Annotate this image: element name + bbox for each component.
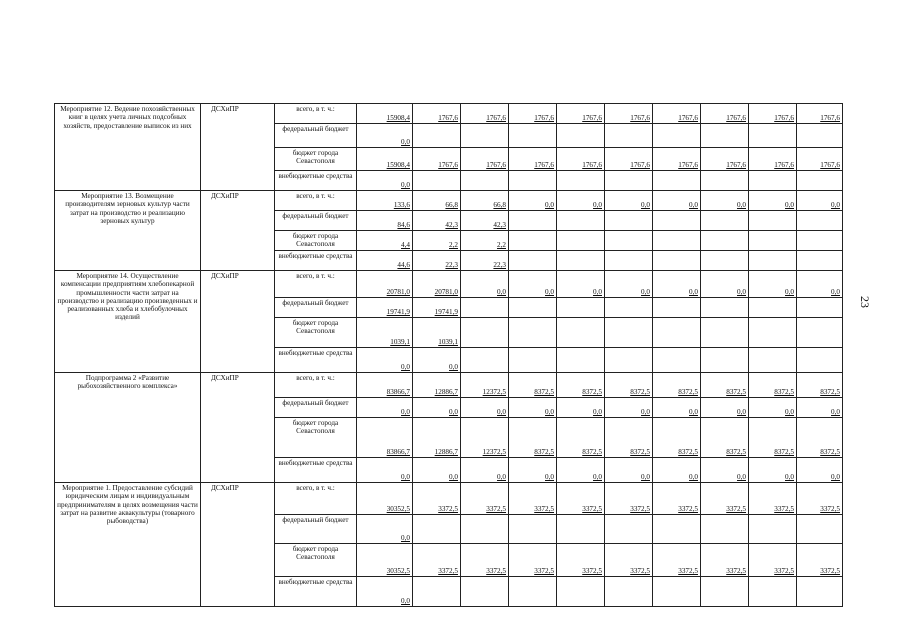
amount-cell [413, 577, 461, 607]
amount-cell: 0,0 [653, 191, 701, 211]
amount-cell: 0,0 [357, 124, 413, 148]
amount-cell: 8372,5 [653, 418, 701, 458]
amount-cell: 0,0 [413, 458, 461, 483]
amount-cell [749, 251, 797, 271]
amount-cell: 30352,5 [357, 483, 413, 515]
amount-cell [653, 577, 701, 607]
amount-cell: 22,3 [413, 251, 461, 271]
amount-cell [797, 298, 843, 318]
funding-source: бюджет города Севастополя [275, 231, 357, 251]
amount-cell: 3372,5 [557, 544, 605, 577]
amount-cell: 133,6 [357, 191, 413, 211]
amount-cell: 3372,5 [413, 483, 461, 515]
funding-source: всего, в т. ч.: [275, 191, 357, 211]
amount-cell [749, 577, 797, 607]
funding-source: федеральный бюджет [275, 398, 357, 418]
amount-cell: 42,3 [413, 211, 461, 231]
amount-cell: 1767,6 [461, 148, 509, 171]
amount-cell: 0,0 [605, 398, 653, 418]
amount-cell [701, 211, 749, 231]
amount-cell: 0,0 [749, 191, 797, 211]
amount-cell: 3372,5 [605, 544, 653, 577]
amount-cell: 0,0 [357, 398, 413, 418]
funding-source: внебюджетные средства [275, 458, 357, 483]
amount-cell: 12886,7 [413, 373, 461, 398]
funding-source: внебюджетные средства [275, 577, 357, 607]
amount-cell [557, 171, 605, 191]
funding-source: федеральный бюджет [275, 124, 357, 148]
amount-cell: 44,6 [357, 251, 413, 271]
amount-cell: 3372,5 [557, 483, 605, 515]
amount-cell [605, 251, 653, 271]
amount-cell [509, 251, 557, 271]
amount-cell: 4,4 [357, 231, 413, 251]
amount-cell [509, 298, 557, 318]
amount-cell: 19741,9 [413, 298, 461, 318]
amount-cell: 0,0 [653, 271, 701, 298]
amount-cell: 1767,6 [701, 104, 749, 124]
amount-cell: 1767,6 [653, 148, 701, 171]
amount-cell: 1767,6 [605, 148, 653, 171]
amount-cell: 12886,7 [413, 418, 461, 458]
amount-cell [557, 211, 605, 231]
amount-cell: 1767,6 [701, 148, 749, 171]
amount-cell [509, 211, 557, 231]
funding-source: всего, в т. ч.: [275, 104, 357, 124]
amount-cell: 8372,5 [701, 373, 749, 398]
amount-cell [749, 348, 797, 373]
amount-cell [605, 318, 653, 348]
amount-cell [653, 211, 701, 231]
amount-cell: 0,0 [797, 398, 843, 418]
amount-cell [509, 231, 557, 251]
amount-cell: 0,0 [605, 191, 653, 211]
amount-cell [797, 515, 843, 544]
amount-cell: 15908,4 [357, 148, 413, 171]
amount-cell: 0,0 [605, 271, 653, 298]
amount-cell: 1767,6 [797, 104, 843, 124]
amount-cell [797, 318, 843, 348]
amount-cell: 1767,6 [557, 148, 605, 171]
amount-cell: 83866,7 [357, 373, 413, 398]
amount-cell: 8372,5 [605, 418, 653, 458]
amount-cell [749, 171, 797, 191]
amount-cell: 0,0 [605, 458, 653, 483]
amount-cell: 84,6 [357, 211, 413, 231]
amount-cell: 0,0 [357, 515, 413, 544]
amount-cell [749, 231, 797, 251]
funding-source: федеральный бюджет [275, 515, 357, 544]
amount-cell [509, 171, 557, 191]
amount-cell [509, 348, 557, 373]
funding-source: внебюджетные средства [275, 348, 357, 373]
amount-cell [797, 348, 843, 373]
amount-cell: 8372,5 [653, 373, 701, 398]
amount-cell [701, 251, 749, 271]
amount-cell: 0,0 [653, 458, 701, 483]
amount-cell: 8372,5 [557, 373, 605, 398]
amount-cell: 8372,5 [797, 373, 843, 398]
amount-cell [605, 211, 653, 231]
budget-table [54, 103, 843, 607]
table-row [55, 483, 843, 515]
amount-cell: 83866,7 [357, 418, 413, 458]
amount-cell [413, 171, 461, 191]
amount-cell: 3372,5 [509, 544, 557, 577]
amount-cell: 0,0 [749, 458, 797, 483]
amount-cell: 1767,6 [413, 104, 461, 124]
amount-cell [749, 298, 797, 318]
amount-cell [413, 515, 461, 544]
amount-cell [461, 298, 509, 318]
amount-cell: 1767,6 [557, 104, 605, 124]
amount-cell [749, 124, 797, 148]
activity-name: Мероприятие 1. Предоставление субсидий юридическим лицам и индивидуальным предпринимателям в целях возмещения части затрат на развитие аквакультуры (товарного рыбоводства) [55, 483, 201, 607]
amount-cell: 2,2 [461, 231, 509, 251]
executor: ДСХиПР [201, 104, 275, 191]
amount-cell [557, 318, 605, 348]
amount-cell: 0,0 [357, 348, 413, 373]
activity-name: Мероприятие 13. Возмещение производителям зерновых культур части затрат на производство и реализацию зерновых культур [55, 191, 201, 271]
amount-cell: 0,0 [461, 271, 509, 298]
amount-cell: 1767,6 [653, 104, 701, 124]
amount-cell: 0,0 [509, 398, 557, 418]
amount-cell: 0,0 [357, 577, 413, 607]
amount-cell: 0,0 [797, 271, 843, 298]
amount-cell [605, 124, 653, 148]
amount-cell [701, 171, 749, 191]
amount-cell: 1767,6 [605, 104, 653, 124]
activity-name: Подпрограмма 2 «Развитие рыбохозяйственного комплекса» [55, 373, 201, 483]
amount-cell: 0,0 [413, 398, 461, 418]
amount-cell [605, 298, 653, 318]
table-row [55, 191, 843, 211]
amount-cell: 0,0 [557, 271, 605, 298]
amount-cell [557, 348, 605, 373]
amount-cell [557, 577, 605, 607]
amount-cell [557, 124, 605, 148]
activity-name: Мероприятие 14. Осуществление компенсации предприятиям хлебопекарной промышленности части затрат на производство и реализацию произведенных и реализованных хлеба и хлебобулочных изделий [55, 271, 201, 373]
amount-cell: 8372,5 [701, 418, 749, 458]
amount-cell [509, 318, 557, 348]
amount-cell: 3372,5 [701, 483, 749, 515]
amount-cell: 8372,5 [749, 373, 797, 398]
executor: ДСХиПР [201, 483, 275, 607]
amount-cell: 0,0 [701, 191, 749, 211]
funding-source: бюджет города Севастополя [275, 148, 357, 171]
executor: ДСХиПР [201, 271, 275, 373]
amount-cell [605, 231, 653, 251]
funding-source: внебюджетные средства [275, 171, 357, 191]
funding-source: бюджет города Севастополя [275, 544, 357, 577]
funding-source: федеральный бюджет [275, 298, 357, 318]
amount-cell: 12372,5 [461, 418, 509, 458]
amount-cell: 1039,1 [413, 318, 461, 348]
amount-cell: 0,0 [413, 348, 461, 373]
amount-cell: 1767,6 [797, 148, 843, 171]
amount-cell [461, 318, 509, 348]
amount-cell: 3372,5 [509, 483, 557, 515]
amount-cell: 30352,5 [357, 544, 413, 577]
amount-cell: 8372,5 [749, 418, 797, 458]
amount-cell: 1767,6 [461, 104, 509, 124]
amount-cell [701, 231, 749, 251]
amount-cell: 1767,6 [509, 148, 557, 171]
amount-cell [701, 318, 749, 348]
amount-cell: 0,0 [701, 398, 749, 418]
amount-cell [653, 318, 701, 348]
amount-cell [701, 577, 749, 607]
amount-cell [797, 211, 843, 231]
amount-cell [653, 124, 701, 148]
amount-cell [605, 577, 653, 607]
amount-cell [461, 171, 509, 191]
amount-cell: 3372,5 [701, 544, 749, 577]
amount-cell: 3372,5 [461, 544, 509, 577]
amount-cell: 3372,5 [797, 483, 843, 515]
amount-cell [605, 515, 653, 544]
amount-cell [557, 298, 605, 318]
amount-cell: 66,8 [461, 191, 509, 211]
amount-cell [509, 124, 557, 148]
amount-cell [605, 171, 653, 191]
amount-cell: 2,2 [413, 231, 461, 251]
amount-cell: 8372,5 [605, 373, 653, 398]
amount-cell [653, 251, 701, 271]
amount-cell: 1767,6 [509, 104, 557, 124]
amount-cell [653, 171, 701, 191]
amount-cell: 3372,5 [605, 483, 653, 515]
amount-cell: 0,0 [461, 398, 509, 418]
amount-cell [797, 251, 843, 271]
amount-cell: 19741,9 [357, 298, 413, 318]
amount-cell: 0,0 [357, 171, 413, 191]
amount-cell: 0,0 [653, 398, 701, 418]
amount-cell [509, 577, 557, 607]
amount-cell: 0,0 [797, 191, 843, 211]
amount-cell [653, 348, 701, 373]
amount-cell: 3372,5 [413, 544, 461, 577]
amount-cell: 0,0 [701, 271, 749, 298]
amount-cell: 0,0 [509, 271, 557, 298]
amount-cell: 0,0 [749, 398, 797, 418]
amount-cell: 0,0 [557, 398, 605, 418]
amount-cell [797, 577, 843, 607]
amount-cell: 0,0 [701, 458, 749, 483]
amount-cell [749, 515, 797, 544]
amount-cell: 3372,5 [797, 544, 843, 577]
executor: ДСХиПР [201, 191, 275, 271]
amount-cell [461, 515, 509, 544]
amount-cell: 3372,5 [461, 483, 509, 515]
amount-cell: 22,3 [461, 251, 509, 271]
amount-cell: 12372,5 [461, 373, 509, 398]
amount-cell: 15908,4 [357, 104, 413, 124]
amount-cell [557, 251, 605, 271]
funding-source: бюджет города Севастополя [275, 418, 357, 458]
amount-cell [605, 348, 653, 373]
funding-source: внебюджетные средства [275, 251, 357, 271]
amount-cell [461, 577, 509, 607]
amount-cell [557, 515, 605, 544]
amount-cell: 1767,6 [749, 104, 797, 124]
amount-cell [461, 124, 509, 148]
amount-cell: 8372,5 [797, 418, 843, 458]
amount-cell: 1767,6 [413, 148, 461, 171]
amount-cell: 3372,5 [749, 483, 797, 515]
amount-cell: 0,0 [509, 458, 557, 483]
amount-cell [701, 348, 749, 373]
funding-source: всего, в т. ч.: [275, 483, 357, 515]
amount-cell [701, 298, 749, 318]
page-number: 23 [858, 296, 872, 308]
activity-name: Мероприятие 12. Ведение похозяйственных книг в целях учета личных подсобных хозяйств, предоставление выписок из них [55, 104, 201, 191]
table-row [55, 271, 843, 298]
amount-cell: 8372,5 [509, 418, 557, 458]
amount-cell [557, 231, 605, 251]
funding-source: всего, в т. ч.: [275, 373, 357, 398]
amount-cell [701, 124, 749, 148]
amount-cell [509, 515, 557, 544]
funding-source: всего, в т. ч.: [275, 271, 357, 298]
amount-cell: 0,0 [749, 271, 797, 298]
amount-cell: 3372,5 [749, 544, 797, 577]
amount-cell: 8372,5 [509, 373, 557, 398]
amount-cell: 8372,5 [557, 418, 605, 458]
funding-source: бюджет города Севастополя [275, 318, 357, 348]
amount-cell: 0,0 [557, 458, 605, 483]
amount-cell [653, 231, 701, 251]
amount-cell: 3372,5 [653, 544, 701, 577]
amount-cell [653, 515, 701, 544]
amount-cell [413, 124, 461, 148]
table-row [55, 104, 843, 124]
amount-cell [701, 515, 749, 544]
amount-cell: 0,0 [557, 191, 605, 211]
amount-cell [797, 231, 843, 251]
amount-cell: 0,0 [461, 458, 509, 483]
amount-cell: 20781,0 [357, 271, 413, 298]
amount-cell: 1039,1 [357, 318, 413, 348]
amount-cell: 20781,0 [413, 271, 461, 298]
amount-cell: 66,8 [413, 191, 461, 211]
amount-cell: 0,0 [797, 458, 843, 483]
amount-cell [797, 124, 843, 148]
amount-cell: 3372,5 [653, 483, 701, 515]
amount-cell [653, 298, 701, 318]
amount-cell: 0,0 [509, 191, 557, 211]
amount-cell [461, 348, 509, 373]
executor: ДСХиПР [201, 373, 275, 483]
amount-cell [749, 211, 797, 231]
amount-cell [749, 318, 797, 348]
amount-cell: 0,0 [357, 458, 413, 483]
table-row [55, 373, 843, 398]
amount-cell [797, 171, 843, 191]
amount-cell: 1767,6 [749, 148, 797, 171]
amount-cell: 42,3 [461, 211, 509, 231]
funding-source: федеральный бюджет [275, 211, 357, 231]
